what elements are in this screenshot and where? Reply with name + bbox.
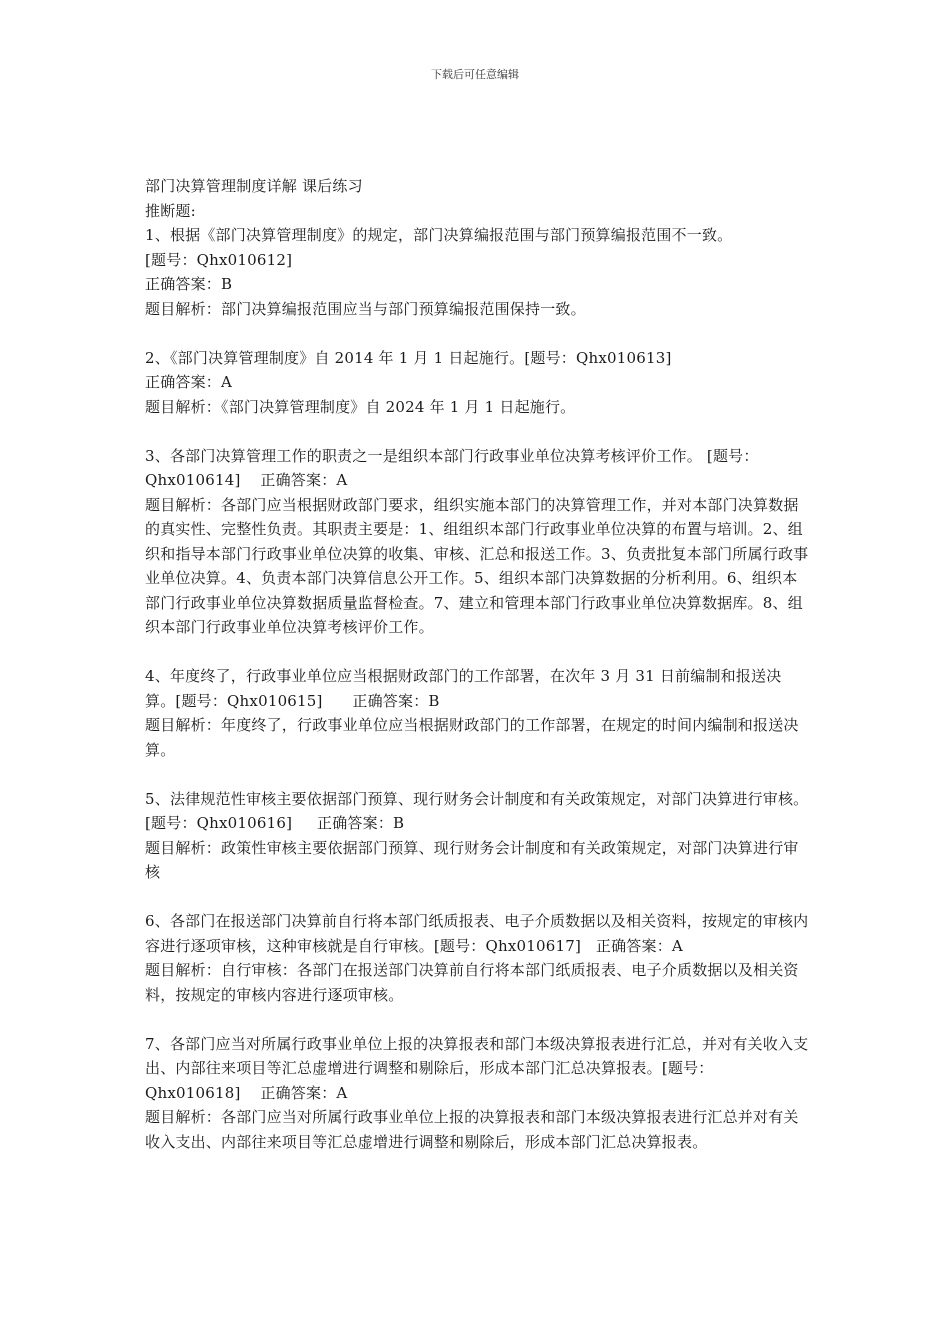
question-3-id: [题号：Qhx010614] <box>145 446 759 489</box>
question-7-text: 7、各部门应当对所属行政事业单位上报的决算报表和部门本级决算报表进行汇总，并对有关收入支出、内部往来项目等汇总虚增进行调整和剔除后，形成本部门汇总决算报表。 <box>145 1034 809 1077</box>
question-1-analysis: 题目解析：部门决算编报范围应当与部门预算编报范围保持一致。 <box>145 299 586 318</box>
question-1-answer: 正确答案：B <box>145 275 233 293</box>
question-4-id: [题号：Qhx010615] <box>175 691 323 710</box>
question-7 <box>145 1032 811 1106</box>
question-2 <box>145 346 811 371</box>
question-2-id: [题号：Qhx010613] <box>524 348 672 367</box>
question-5 <box>145 787 811 836</box>
question-1-id: [题号：Qhx010612] <box>145 250 293 269</box>
spacer <box>145 321 811 346</box>
document-title: 部门决算管理制度详解 课后练习 <box>145 177 363 195</box>
question-5-analysis: 题目解析：政策性审核主要依据部门预算、现行财务会计制度和有关政策规定，对部门决算进行审核 <box>145 838 799 881</box>
spacer <box>145 419 811 444</box>
question-7-id: [题号：Qhx010618] <box>145 1059 714 1102</box>
question-5-answer: 正确答案：B <box>317 814 405 832</box>
question-6-answer: 正确答案：A <box>595 936 683 955</box>
question-2-answer: 正确答案：A <box>145 373 233 391</box>
question-4 <box>145 664 811 713</box>
question-3-analysis: 题目解析：各部门应当根据财政部门要求，组织实施本部门的决算管理工作，并对本部门决算数据的真实性、完整性负责。其职责主要是：1、组组织本部门行政事业单位决算的布置与培训。2、组织和指导本部门行政事业单位决算的收集、审核、汇总和报送工作。3、负责批复本部门所属行政事业单位决算。4、负责本部门决算信息公开工作。5、组织本部门决算数据的分析利用。6、组织本部门行政事业单位决算数据质量监督检查。7、建立和管理本部门行政事业单位决算数据库。8、组织本部门行政事业单位决算考核评价工作。 <box>145 495 809 636</box>
question-3 <box>145 444 811 493</box>
question-7-analysis: 题目解析：各部门应当对所属行政事业单位上报的决算报表和部门本级决算报表进行汇总并对有关收入支出、内部往来项目等汇总虚增进行调整和剔除后，形成本部门汇总决算报表。 <box>145 1108 799 1151</box>
question-5-text: 5、法律规范性审核主要依据部门预算、现行财务会计制度和有关政策规定，对部门决算进行审核。 <box>145 789 809 808</box>
question-4-analysis: 题目解析：年度终了，行政事业单位应当根据财政部门的工作部署，在规定的时间内编制和报送决算。 <box>145 716 799 759</box>
question-2-text: 2、《部门决算管理制度》自 2014 年 1 月 1 日起施行。 <box>145 348 525 367</box>
question-6-text: 6、各部门在报送部门决算前自行将本部门纸质报表、电子介质数据以及相关资料，按规定的审核内容进行逐项审核，这种审核就是自行审核。 <box>145 912 809 955</box>
question-1-text: 1、根据《部门决算管理制度》的规定，部门决算编报范围与部门预算编报范围不一致。 <box>145 226 733 244</box>
question-6 <box>145 909 811 958</box>
question-4-text: 4、年度终了，行政事业单位应当根据财政部门的工作部署，在次年 3 月 31 日前编制和报送决算。 <box>145 667 782 710</box>
spacer <box>145 885 811 910</box>
question-6-id: [题号：Qhx010617] <box>433 936 581 955</box>
spacer <box>145 762 811 787</box>
document-body <box>145 174 811 1154</box>
spacer <box>145 1007 811 1032</box>
question-7-answer: 正确答案：A <box>260 1083 348 1102</box>
question-5-id: [题号：Qhx010616] <box>145 814 293 832</box>
question-2-analysis: 题目解析：《部门决算管理制度》自 2024 年 1 月 1 日起施行。 <box>145 397 576 416</box>
question-6-analysis: 题目解析：自行审核：各部门在报送部门决算前自行将本部门纸质报表、电子介质数据以及相关资料，按规定的审核内容进行逐项审核。 <box>145 961 799 1004</box>
section-label: 推断题: <box>145 201 196 220</box>
question-3-text: 3、各部门决算管理工作的职责之一是组织本部门行政事业单位决算考核评价工作。 <box>145 446 702 465</box>
page-header-note: 下载后可任意编辑 <box>431 68 519 81</box>
question-3-answer: 正确答案：A <box>260 471 348 489</box>
question-4-answer: 正确答案：B <box>352 691 440 710</box>
spacer <box>145 640 811 665</box>
